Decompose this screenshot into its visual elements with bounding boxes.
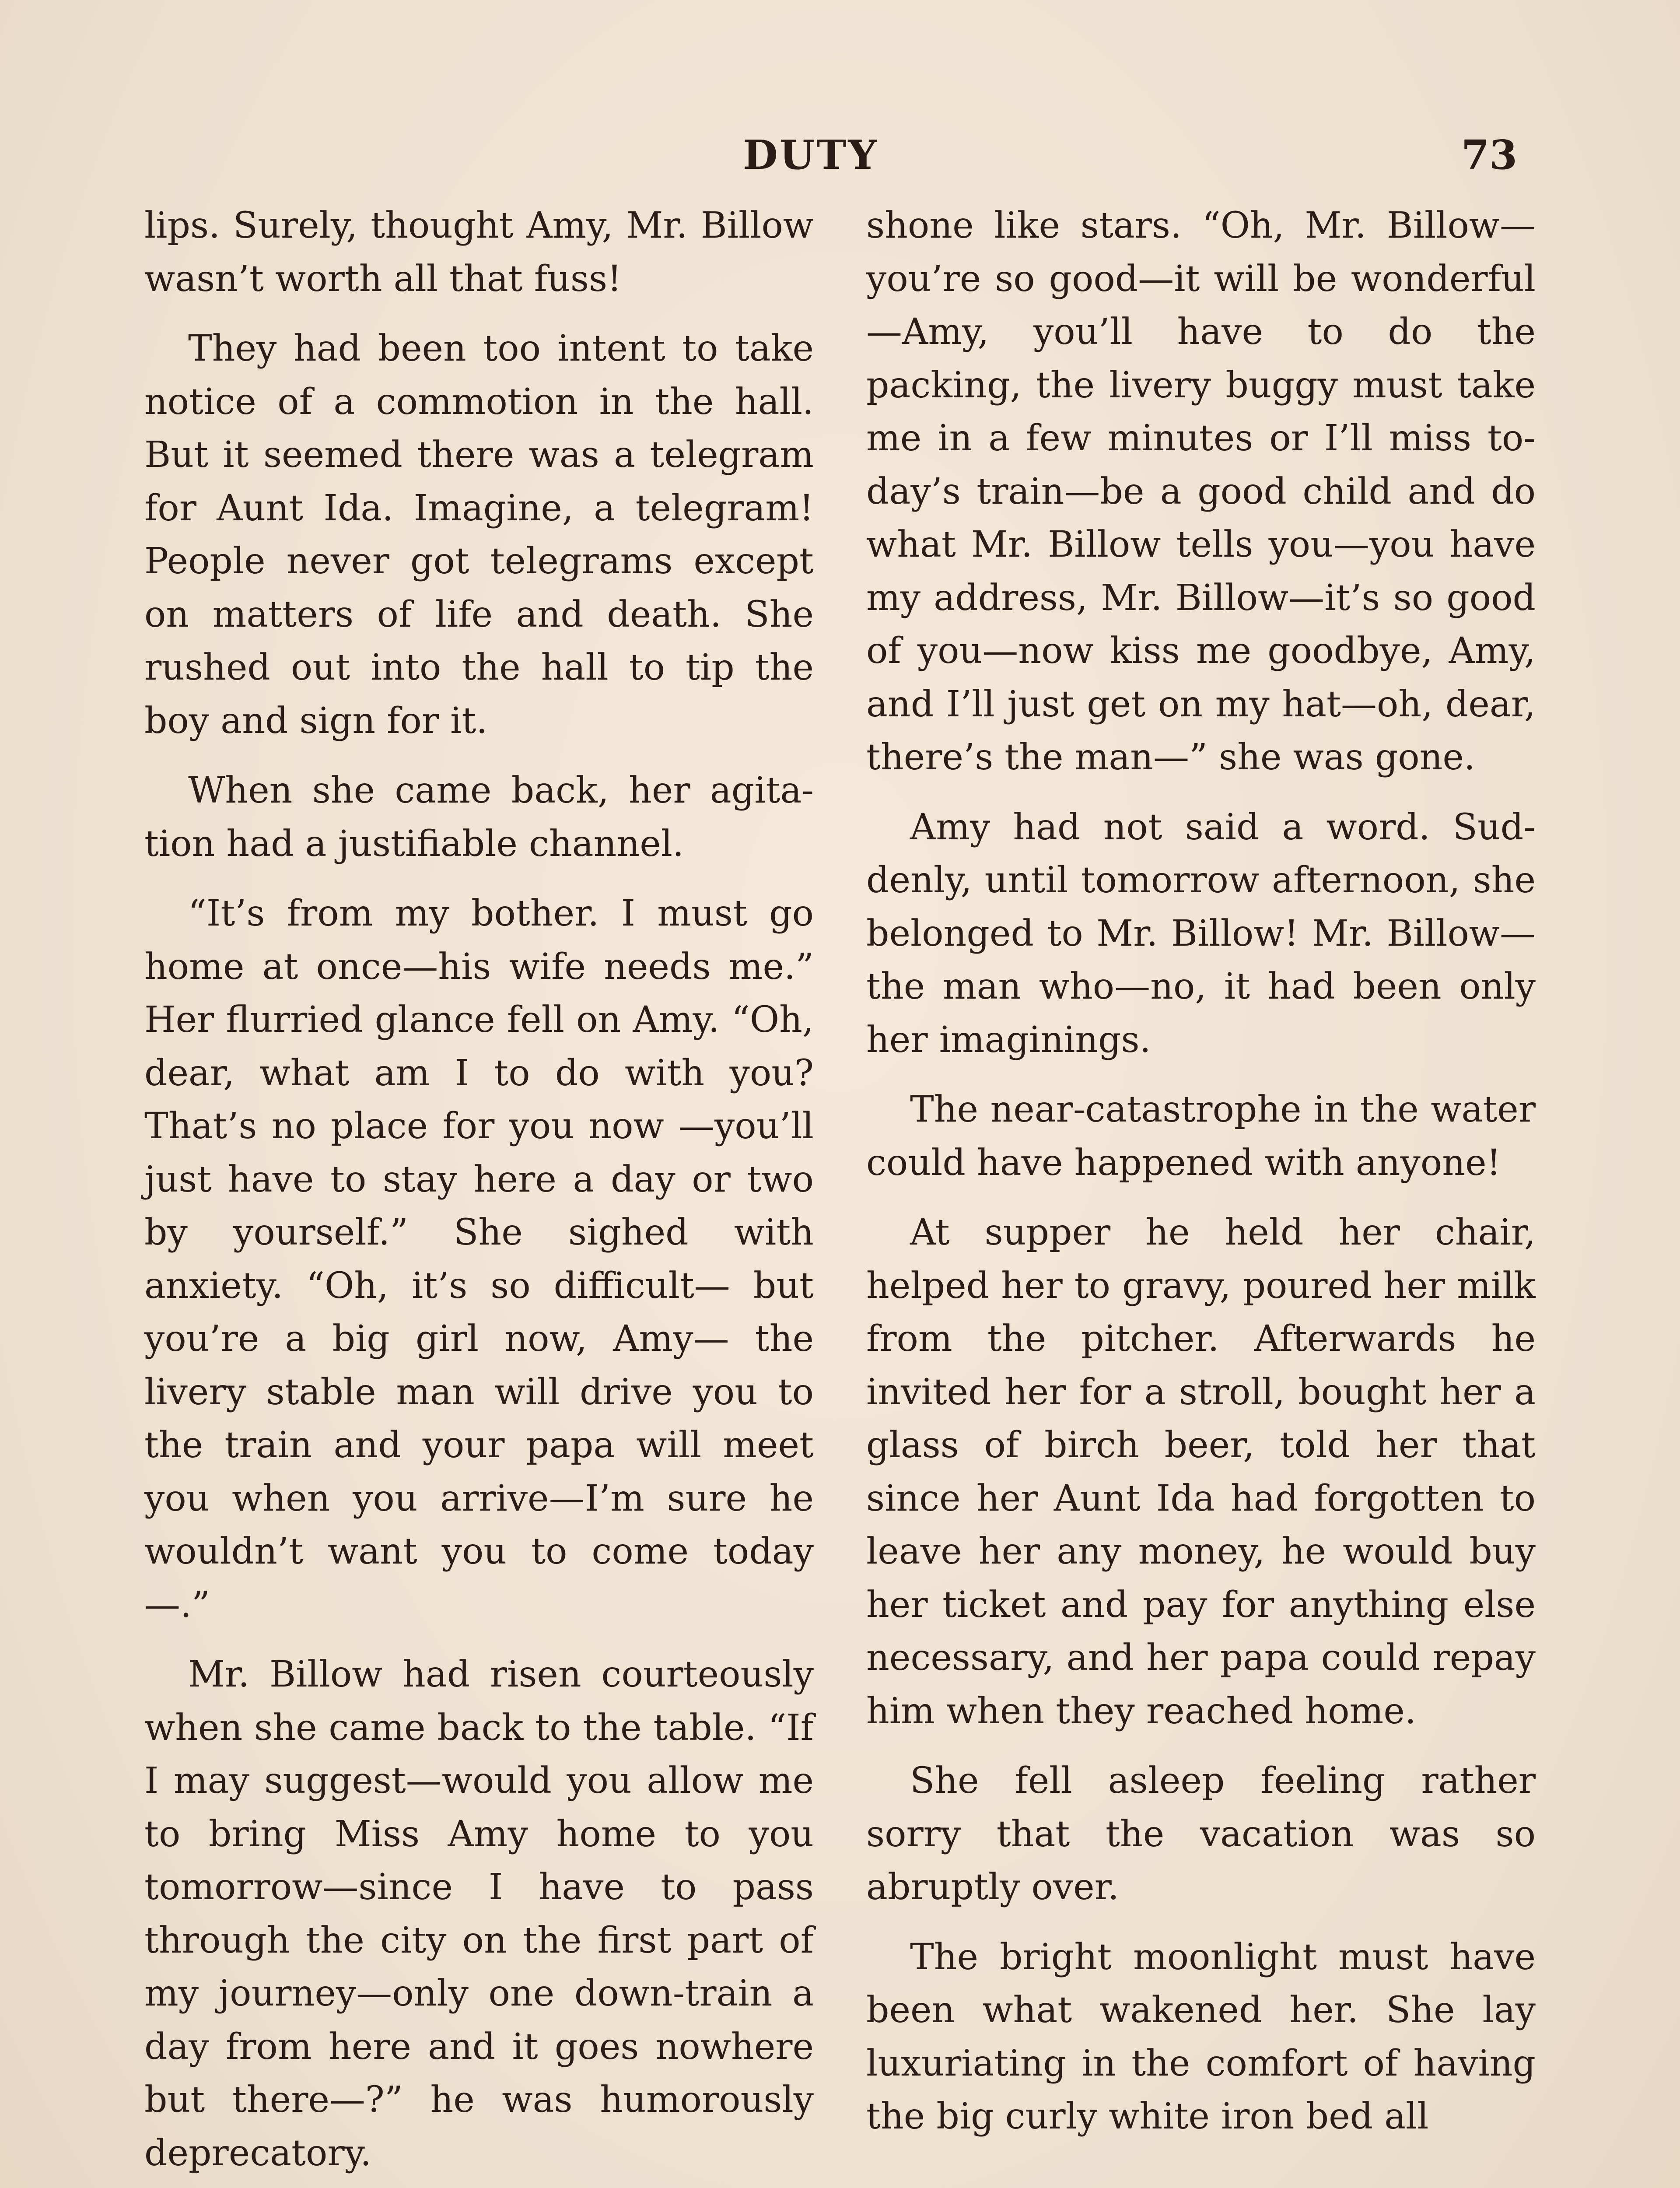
paragraph: She fell asleep feeling rather sorry that the vacation was so abruptly over. [866, 1760, 1536, 1908]
paragraph: At supper he held her chair, helped her to gravy, poured her milk from the pitcher. Afterwards he invited her for a stroll, bought her a glass of birch beer, told her that since her Aunt Ida had forgotten to leave her any money, he would buy her ticket and pay for anything else necessary, and her papa could repay him when they reached home. [866, 1212, 1536, 1732]
right-text-column [866, 199, 1536, 2143]
running-title: DUTY [743, 131, 879, 179]
page-number: 73 [1461, 131, 1518, 179]
paragraph: shone like stars. “Oh, Mr. Billow— you’re so good—it will be wonderful—Amy, you’ll have to do the packing, the livery buggy must take me in a few minutes or I’ll miss today’s train—be a good child and do what Mr. Billow tells you—you have my address, Mr. Billow—it’s so good of you—now kiss me goodbye, Amy, and I’ll just get on my hat—oh, dear, there’s the man—” she was gone. [866, 205, 1536, 778]
paragraph: The near-catastrophe in the water could have happened with anyone! [866, 1089, 1536, 1184]
paragraph: Mr. Billow had risen courteously when she came back to the table. “If I may suggest—would you allow me to bring Miss Amy home to you tomorrow—since I have to pass through the city on the first part of my journey—only one down-train a day from here and it goes nowhere but there—?” he was humorously deprecatory. [144, 1654, 814, 2174]
paragraph: The bright moonlight must have been what wakened her. She lay luxuriating in the comfort of having the big curly white iron bed all [866, 1936, 1536, 2137]
paragraph: lips. Surely, thought Amy, Mr. Billow wasn’t worth all that fuss! [144, 205, 814, 300]
running-header [0, 131, 1680, 184]
paragraph: They had been too intent to take notice of a commotion in the hall. But it seemed there was a telegram for Aunt Ida. Imagine, a telegram! People never got telegrams except on matters of life and death. She rushed out into the hall to tip the boy and sign for it. [144, 328, 814, 742]
paragraph: Amy had not said a word. Suddenly, until tomorrow afternoon, she belonged to Mr. Billow! Mr. Billow—the man who—no, it had been only her imaginings. [866, 806, 1536, 1061]
left-text-column [144, 199, 814, 2188]
paragraph: When she came back, her agitation had a justifiable channel. [144, 770, 814, 865]
paragraph: “It’s from my bother. I must go home at once—his wife needs me.” Her flurried glance fell on Amy. “Oh, dear, what am I to do with you? That’s no place for you now —you’ll just have to stay here a day or two by yourself.” She sighed with anxiety. “Oh, it’s so difficult— but you’re a big girl now, Amy— the livery stable man will drive you to the train and your papa will meet you when you arrive—I’m sure he wouldn’t want you to come today—.” [144, 893, 814, 1626]
